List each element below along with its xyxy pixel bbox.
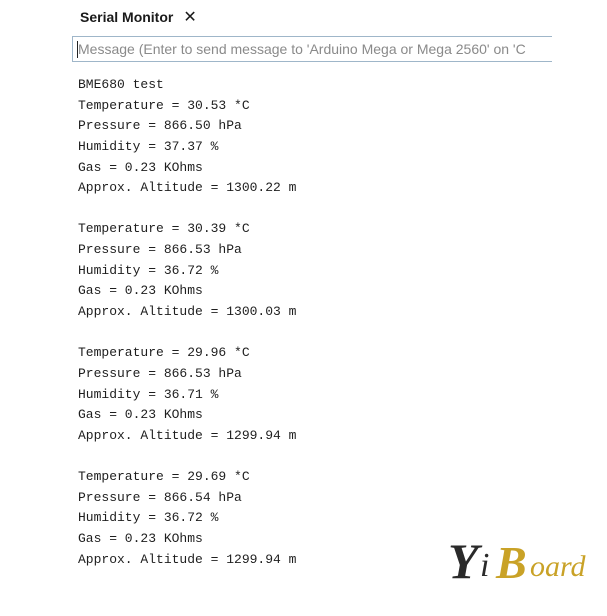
output-line: Approx. Altitude = 1300.22 m: [78, 180, 297, 196]
yiboard-watermark-logo: [446, 532, 596, 592]
output-line: Pressure = 866.53 hPa: [78, 365, 242, 381]
output-line: Humidity = 37.37 %: [78, 138, 219, 154]
output-line: Temperature = 29.96 *C: [78, 345, 250, 361]
output-line: Humidity = 36.71 %: [78, 386, 219, 402]
output-line: Humidity = 36.72 %: [78, 510, 219, 526]
output-blank-line: [78, 323, 598, 344]
output-line: Humidity = 36.72 %: [78, 262, 219, 278]
close-icon[interactable]: ✕: [183, 7, 197, 26]
output-line: Temperature = 29.69 *C: [78, 469, 250, 485]
svg-text:Y: Y: [448, 533, 479, 589]
tab-bar: [0, 0, 607, 34]
output-line: Approx. Altitude = 1299.94 m: [78, 551, 297, 567]
output-blank-line: [78, 199, 598, 220]
svg-text:B: B: [496, 537, 527, 588]
output-line: BME680 test: [78, 77, 164, 92]
output-line: Approx. Altitude = 1299.94 m: [78, 427, 297, 443]
output-line: Approx. Altitude = 1300.03 m: [78, 304, 297, 320]
output-line: Gas = 0.23 KOhms: [78, 283, 203, 299]
output-line: Gas = 0.23 KOhms: [78, 531, 203, 547]
output-line: Gas = 0.23 KOhms: [78, 159, 203, 175]
output-line: Pressure = 866.53 hPa: [78, 242, 242, 258]
tab-serial-monitor[interactable]: [80, 6, 197, 28]
svg-text:i: i: [480, 547, 490, 584]
output-line: Temperature = 30.39 *C: [78, 221, 250, 237]
text-caret: [77, 41, 78, 58]
output-line: Pressure = 866.50 hPa: [78, 118, 242, 134]
output-line: Gas = 0.23 KOhms: [78, 407, 203, 423]
message-input[interactable]: [73, 37, 552, 61]
output-line: Pressure = 866.54 hPa: [78, 489, 242, 505]
message-input-container: [72, 36, 552, 62]
tab-title: Serial Monitor: [80, 9, 174, 25]
output-line: Temperature = 30.53 *C: [78, 97, 250, 113]
serial-output: [78, 75, 598, 570]
output-blank-line: [78, 447, 598, 468]
svg-text:oard: oard: [530, 550, 586, 583]
